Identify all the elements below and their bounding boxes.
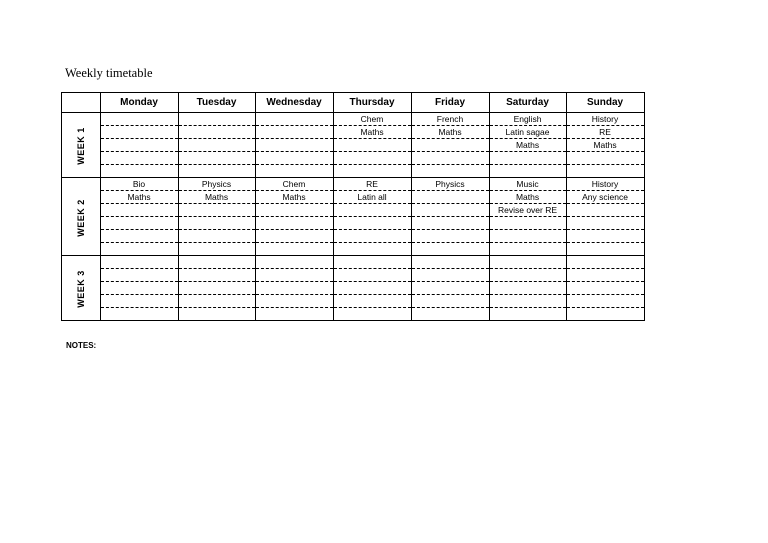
timetable-cell — [333, 295, 411, 308]
timetable-cell — [489, 243, 566, 256]
timetable-cell — [178, 126, 255, 139]
timetable-cell — [411, 165, 489, 178]
timetable-cell — [100, 217, 178, 230]
timetable-cell — [411, 282, 489, 295]
timetable-cell — [255, 295, 333, 308]
timetable-cell — [100, 308, 178, 321]
table-row — [62, 243, 645, 256]
timetable-cell: RE — [333, 178, 411, 191]
timetable-cell — [566, 256, 644, 269]
day-header-saturday: Saturday — [489, 93, 566, 113]
day-header-tuesday: Tuesday — [178, 93, 255, 113]
timetable-cell — [333, 256, 411, 269]
timetable-cell — [566, 269, 644, 282]
table-row — [62, 152, 645, 165]
timetable-cell: Maths — [178, 191, 255, 204]
timetable-cell: RE — [566, 126, 644, 139]
page-title: Weekly timetable — [65, 66, 153, 80]
timetable-cell — [255, 152, 333, 165]
timetable-cell — [411, 269, 489, 282]
timetable-cell — [255, 139, 333, 152]
timetable-cell — [100, 295, 178, 308]
timetable-cell — [333, 269, 411, 282]
table-row — [62, 282, 645, 295]
timetable-cell: Chem — [333, 113, 411, 126]
table-row — [62, 165, 645, 178]
timetable-cell — [333, 243, 411, 256]
week-label-cell — [62, 256, 101, 321]
timetable-cell — [100, 256, 178, 269]
table-row — [62, 191, 645, 204]
timetable — [61, 92, 645, 321]
timetable-cell — [255, 113, 333, 126]
timetable-cell — [489, 256, 566, 269]
timetable-cell — [255, 165, 333, 178]
corner-cell — [62, 93, 101, 113]
timetable-cell — [333, 217, 411, 230]
timetable-cell — [255, 308, 333, 321]
timetable-cell — [178, 152, 255, 165]
timetable-cell — [255, 126, 333, 139]
timetable-cell — [333, 139, 411, 152]
timetable-cell — [333, 152, 411, 165]
timetable-cell — [178, 308, 255, 321]
timetable-cell — [255, 256, 333, 269]
week-label: WEEK 1 — [75, 127, 86, 165]
timetable-cell: Physics — [411, 178, 489, 191]
timetable-cell — [100, 165, 178, 178]
week-label-cell — [62, 113, 101, 178]
timetable-cell: Maths — [489, 191, 566, 204]
table-row — [62, 178, 645, 191]
timetable-cell: Maths — [333, 126, 411, 139]
timetable-cell: Latin sagae — [489, 126, 566, 139]
timetable-cell — [333, 204, 411, 217]
timetable-cell — [100, 230, 178, 243]
day-header-friday: Friday — [411, 93, 489, 113]
timetable-cell — [566, 230, 644, 243]
timetable-cell: Any science — [566, 191, 644, 204]
timetable-cell — [178, 295, 255, 308]
timetable-cell — [178, 217, 255, 230]
table-row — [62, 295, 645, 308]
timetable-cell: Maths — [566, 139, 644, 152]
timetable-cell: Bio — [100, 178, 178, 191]
timetable-cell — [411, 139, 489, 152]
timetable-cell — [178, 139, 255, 152]
header-row — [62, 93, 645, 113]
timetable-cell — [178, 230, 255, 243]
timetable-cell — [566, 282, 644, 295]
table-row — [62, 230, 645, 243]
notes-label: NOTES: — [66, 341, 97, 350]
timetable-cell: French — [411, 113, 489, 126]
timetable-cell: History — [566, 178, 644, 191]
timetable-cell: History — [566, 113, 644, 126]
timetable-cell — [489, 152, 566, 165]
timetable-cell — [489, 217, 566, 230]
timetable-cell — [566, 243, 644, 256]
timetable-cell: Music — [489, 178, 566, 191]
timetable-cell — [255, 269, 333, 282]
timetable-cell — [100, 152, 178, 165]
day-header-sunday: Sunday — [566, 93, 644, 113]
timetable-cell — [411, 230, 489, 243]
timetable-cell — [178, 204, 255, 217]
timetable-cell: Physics — [178, 178, 255, 191]
timetable-cell — [411, 308, 489, 321]
timetable-cell — [411, 295, 489, 308]
timetable-cell — [333, 165, 411, 178]
timetable-cell — [489, 308, 566, 321]
timetable-cell — [411, 243, 489, 256]
timetable-cell — [333, 230, 411, 243]
timetable-cell — [178, 165, 255, 178]
timetable-cell: Maths — [100, 191, 178, 204]
timetable-cell — [100, 204, 178, 217]
timetable-cell: Maths — [411, 126, 489, 139]
timetable-cell — [333, 308, 411, 321]
timetable-cell — [333, 282, 411, 295]
timetable-cell — [255, 204, 333, 217]
week-label-cell — [62, 178, 101, 256]
timetable-cell — [411, 217, 489, 230]
timetable-cell — [100, 243, 178, 256]
timetable-cell — [100, 113, 178, 126]
day-header-thursday: Thursday — [333, 93, 411, 113]
timetable-cell — [178, 282, 255, 295]
timetable-body — [62, 113, 645, 321]
table-row — [62, 308, 645, 321]
table-row — [62, 269, 645, 282]
day-header-monday: Monday — [100, 93, 178, 113]
timetable-cell — [178, 113, 255, 126]
timetable-cell — [100, 126, 178, 139]
table-row — [62, 256, 645, 269]
timetable-cell — [411, 204, 489, 217]
timetable-cell — [489, 295, 566, 308]
timetable-cell — [566, 308, 644, 321]
timetable-cell — [489, 230, 566, 243]
timetable-cell — [411, 152, 489, 165]
timetable-cell — [489, 165, 566, 178]
timetable-cell — [566, 295, 644, 308]
week-label: WEEK 3 — [75, 270, 86, 308]
table-row — [62, 217, 645, 230]
timetable-cell — [178, 243, 255, 256]
table-row — [62, 204, 645, 217]
timetable-cell — [100, 269, 178, 282]
table-row — [62, 139, 645, 152]
timetable-cell — [566, 152, 644, 165]
timetable-cell — [100, 282, 178, 295]
timetable-cell — [566, 217, 644, 230]
timetable-cell — [411, 256, 489, 269]
timetable-cell — [255, 243, 333, 256]
timetable-cell — [100, 139, 178, 152]
timetable-cell: Chem — [255, 178, 333, 191]
timetable-cell — [489, 282, 566, 295]
timetable-cell — [255, 282, 333, 295]
timetable-cell — [566, 165, 644, 178]
timetable-cell — [489, 269, 566, 282]
week-label: WEEK 2 — [75, 198, 86, 237]
timetable-cell — [255, 230, 333, 243]
table-row — [62, 126, 645, 139]
timetable-cell — [178, 256, 255, 269]
timetable-cell: English — [489, 113, 566, 126]
timetable-cell — [178, 269, 255, 282]
timetable-cell — [255, 217, 333, 230]
timetable-cell: Revise over RE — [489, 204, 566, 217]
timetable-cell: Maths — [489, 139, 566, 152]
day-header-wednesday: Wednesday — [255, 93, 333, 113]
timetable-cell: Latin all — [333, 191, 411, 204]
timetable-cell: Maths — [255, 191, 333, 204]
timetable-cell — [411, 191, 489, 204]
timetable-cell — [566, 204, 644, 217]
table-row — [62, 113, 645, 126]
